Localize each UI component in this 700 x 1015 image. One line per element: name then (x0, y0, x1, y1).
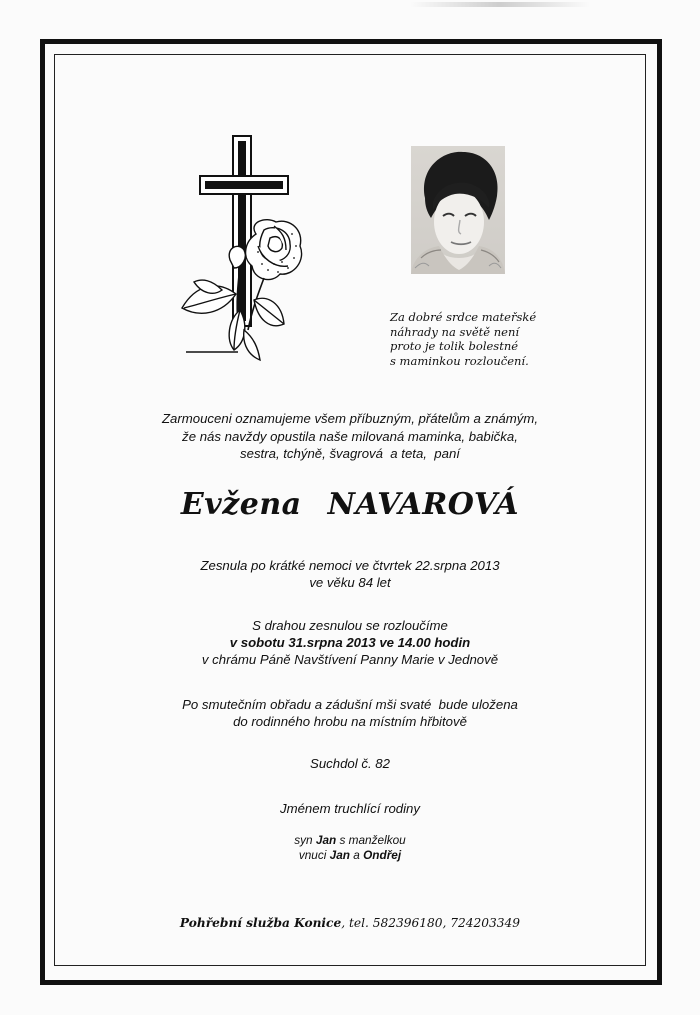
address: Suchdol č. 82 (310, 756, 390, 771)
last-name: NAVAROVÁ (327, 487, 520, 522)
funeral-datetime: v sobotu 31.srpna 2013 ve 14.00 hodin (229, 635, 471, 650)
verse-line: proto je tolik bolestné (390, 339, 519, 354)
member-name: Jan (315, 833, 337, 847)
member-name: Jan (329, 848, 350, 862)
family-row-grandsons (60, 848, 640, 863)
company-contact: , tel. 582396180, 724203349 (341, 916, 521, 930)
announcement-line: že nás navždy opustila naše milovaná maminka, babička, (182, 428, 518, 444)
funeral-location: v chrámu Páně Navštívení Panny Marie v Jednově (201, 652, 499, 667)
death-info (60, 557, 640, 591)
burial-line: Po smutečním obřadu a zádušní mši svaté bude uložena (182, 697, 518, 712)
verse-line: s maminkou rozloučení. (390, 353, 529, 368)
funeral-service-footer (60, 916, 640, 930)
conjunction: a (350, 848, 364, 862)
family-members (60, 833, 640, 863)
first-name: Evžena (180, 487, 302, 522)
verse-line: náhrady na světě není (390, 324, 520, 339)
funeral-company: Pohřební služba Konice (179, 916, 342, 930)
portrait-photo (411, 146, 505, 274)
burial-info (60, 696, 640, 730)
cross-with-rose-icon (178, 134, 312, 362)
announcement-line: sestra, tchýně, švagrová a teta, paní (240, 446, 460, 461)
deceased-name (60, 487, 640, 522)
member-name: Ondřej (363, 848, 402, 862)
relation-label: vnuci (298, 848, 330, 862)
farewell-line: S drahou zesnulou se rozloučíme (252, 618, 448, 633)
scan-artifact (410, 2, 590, 7)
age-line: ve věku 84 let (309, 575, 391, 590)
memorial-verse (390, 310, 560, 368)
verse-line: Za dobré srdce mateřské (390, 310, 537, 324)
death-announcement (60, 410, 640, 463)
relation-suffix: s manželkou (336, 833, 406, 847)
relation-label: syn (294, 833, 316, 847)
family-heading: Jménem truchlící rodiny (280, 801, 420, 816)
announcement-line: Zarmouceni oznamujeme všem příbuzným, přátelům a známým, (162, 411, 538, 426)
burial-line: do rodinného hrobu na místním hřbitově (233, 714, 467, 729)
death-date-line: Zesnula po krátké nemoci ve čtvrtek 22.srpna 2013 (200, 558, 500, 573)
family-row-son (60, 833, 640, 848)
funeral-info (60, 617, 640, 668)
